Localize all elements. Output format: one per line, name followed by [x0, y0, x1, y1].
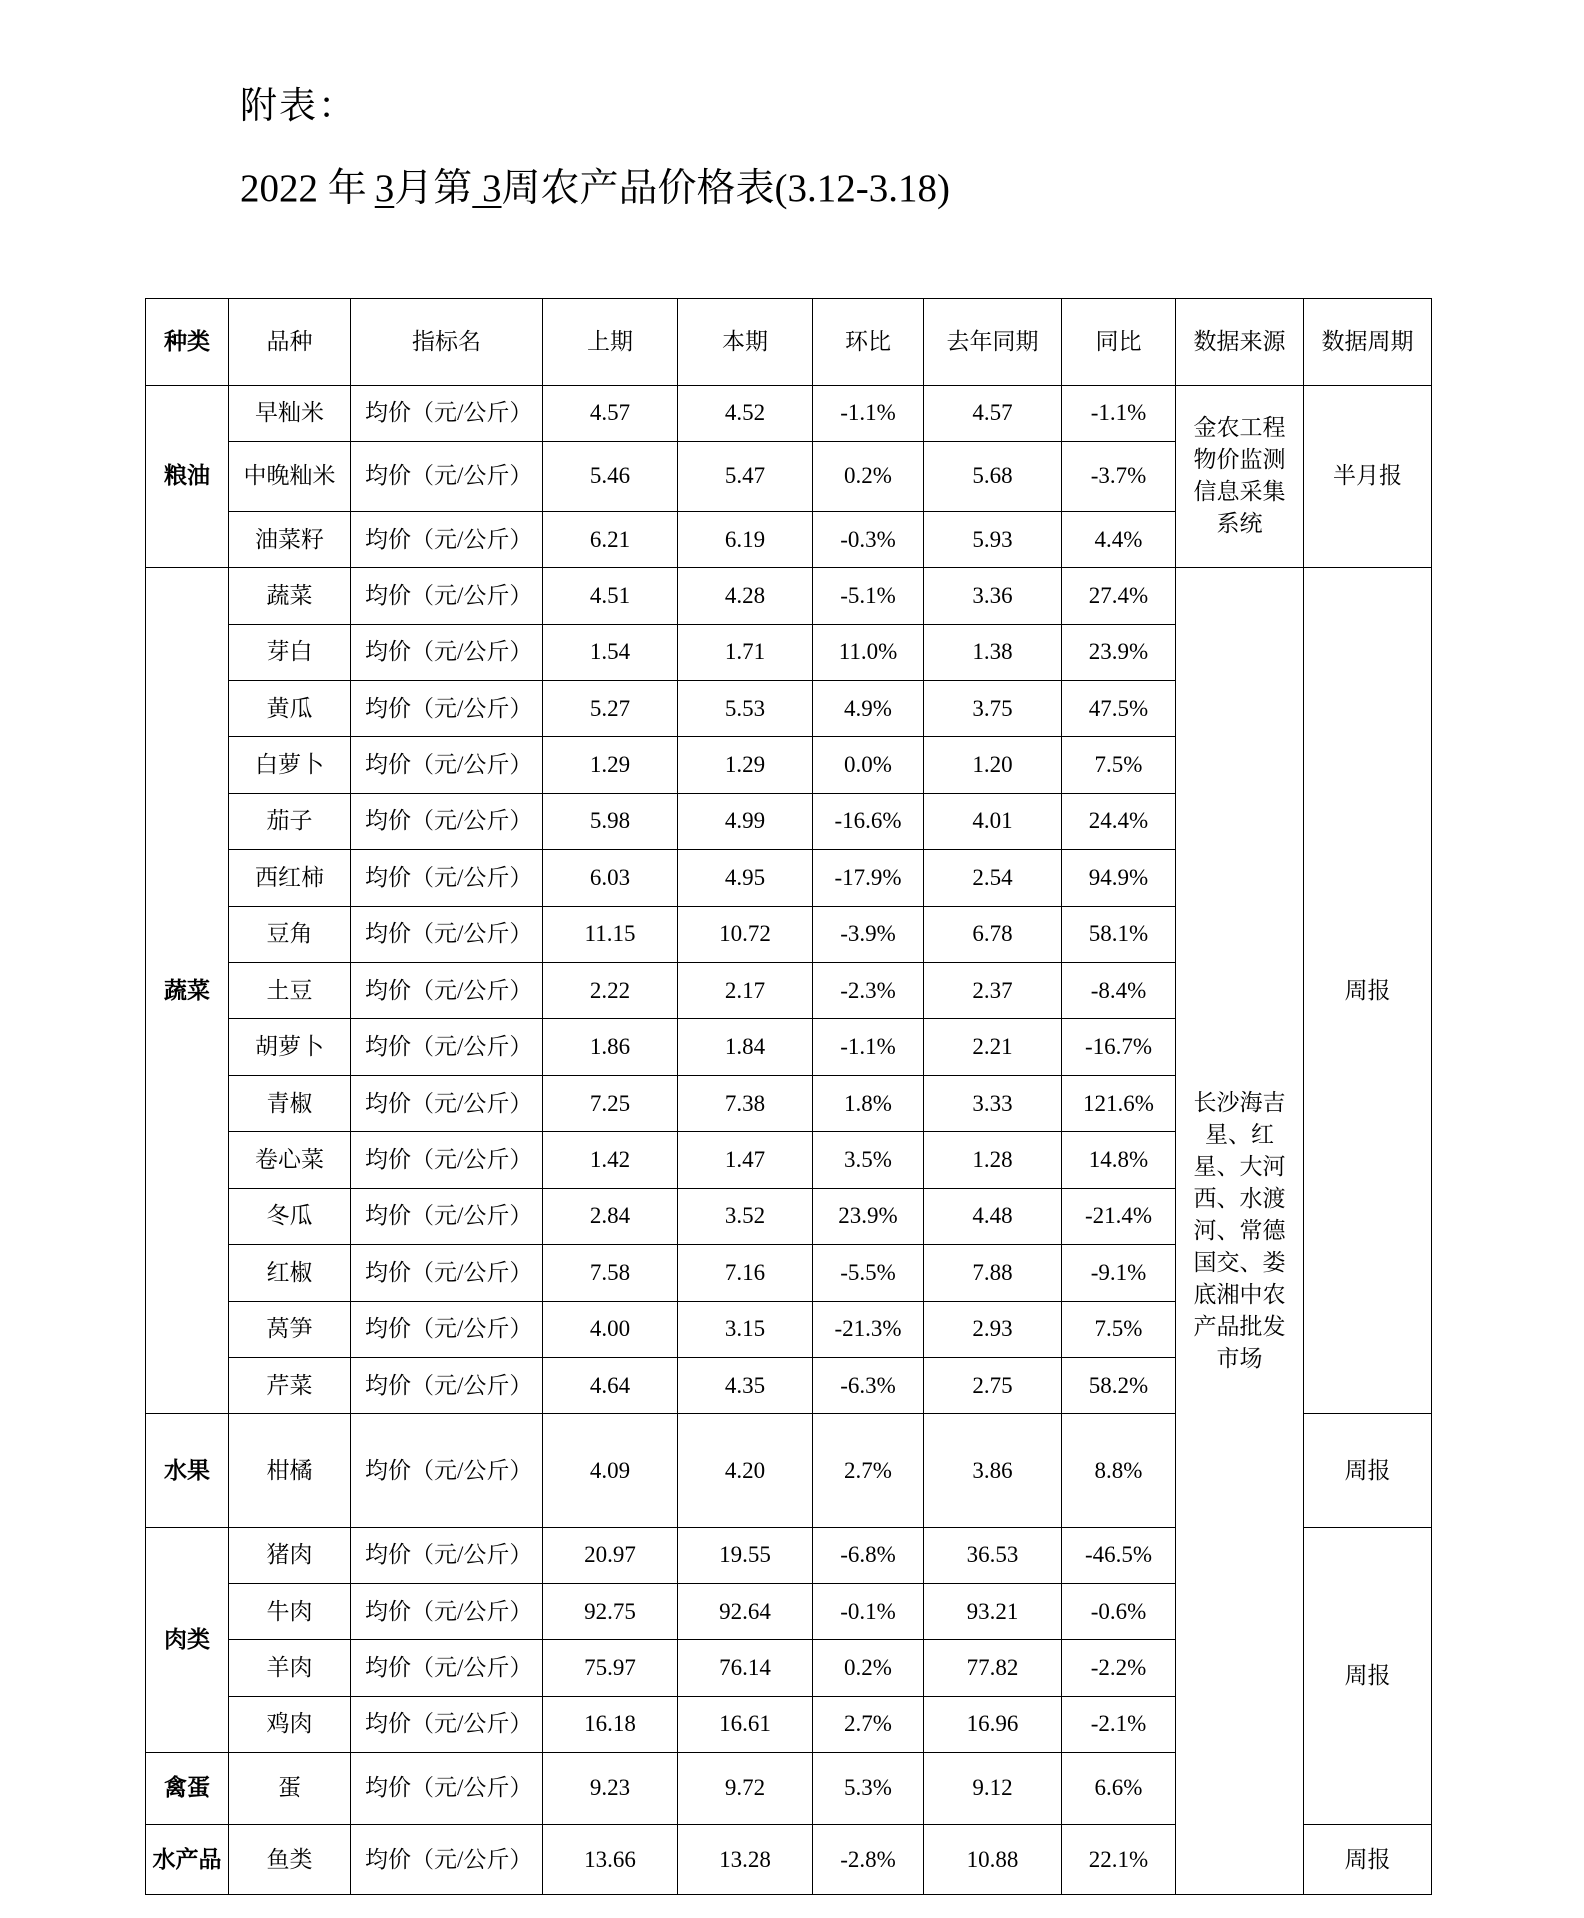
cell-indicator: 均价（元/公斤）: [351, 850, 543, 906]
cell-last-year: 3.36: [924, 568, 1062, 624]
cell-mom: -0.1%: [813, 1584, 924, 1640]
cell-category: 粮油: [146, 385, 229, 568]
cell-indicator: 均价（元/公斤）: [351, 1824, 543, 1895]
cell-last-year: 4.57: [924, 385, 1062, 441]
cell-indicator: 均价（元/公斤）: [351, 568, 543, 624]
cell-mom: 0.2%: [813, 1640, 924, 1696]
cell-current: 4.95: [678, 850, 813, 906]
cell-previous: 4.00: [543, 1301, 678, 1357]
cell-last-year: 36.53: [924, 1527, 1062, 1583]
cell-mom: -6.8%: [813, 1527, 924, 1583]
cell-period: 周报: [1304, 1527, 1432, 1824]
cell-indicator: 均价（元/公斤）: [351, 1188, 543, 1244]
cell-yoy: -3.7%: [1062, 441, 1176, 512]
cell-current: 7.16: [678, 1245, 813, 1301]
cell-mom: -5.1%: [813, 568, 924, 624]
cell-indicator: 均价（元/公斤）: [351, 1640, 543, 1696]
cell-mom: 1.8%: [813, 1075, 924, 1131]
cell-current: 2.17: [678, 963, 813, 1019]
cell-variety: 冬瓜: [229, 1188, 351, 1244]
cell-current: 10.72: [678, 906, 813, 962]
cell-last-year: 1.38: [924, 624, 1062, 680]
cell-mom: -21.3%: [813, 1301, 924, 1357]
cell-previous: 7.58: [543, 1245, 678, 1301]
title-month-number: 3: [374, 167, 395, 210]
cell-yoy: 4.4%: [1062, 512, 1176, 568]
cell-yoy: 6.6%: [1062, 1752, 1176, 1824]
cell-indicator: 均价（元/公斤）: [351, 1132, 543, 1188]
cell-indicator: 均价（元/公斤）: [351, 1245, 543, 1301]
cell-variety: 豆角: [229, 906, 351, 962]
cell-current: 1.71: [678, 624, 813, 680]
cell-variety: 早籼米: [229, 385, 351, 441]
cell-indicator: 均价（元/公斤）: [351, 1414, 543, 1527]
cell-category: 肉类: [146, 1527, 229, 1752]
cell-indicator: 均价（元/公斤）: [351, 1075, 543, 1131]
cell-previous: 4.57: [543, 385, 678, 441]
cell-variety: 柑橘: [229, 1414, 351, 1527]
cell-indicator: 均价（元/公斤）: [351, 1527, 543, 1583]
cell-category: 水产品: [146, 1824, 229, 1895]
cell-mom: 4.9%: [813, 680, 924, 736]
cell-last-year: 93.21: [924, 1584, 1062, 1640]
cell-mom: 11.0%: [813, 624, 924, 680]
cell-previous: 6.21: [543, 512, 678, 568]
cell-last-year: 3.75: [924, 680, 1062, 736]
cell-variety: 黄瓜: [229, 680, 351, 736]
cell-mom: 3.5%: [813, 1132, 924, 1188]
cell-yoy: -2.1%: [1062, 1696, 1176, 1752]
table-header-row: [146, 299, 1432, 386]
cell-variety: 白萝卜: [229, 737, 351, 793]
cell-previous: 4.64: [543, 1358, 678, 1414]
cell-previous: 5.27: [543, 680, 678, 736]
header-last-year: 去年同期: [924, 299, 1062, 386]
cell-variety: 鱼类: [229, 1824, 351, 1895]
cell-indicator: 均价（元/公斤）: [351, 385, 543, 441]
cell-last-year: 7.88: [924, 1245, 1062, 1301]
cell-period: 周报: [1304, 1414, 1432, 1527]
cell-yoy: -0.6%: [1062, 1584, 1176, 1640]
cell-previous: 13.66: [543, 1824, 678, 1895]
header-previous: 上期: [543, 299, 678, 386]
cell-previous: 9.23: [543, 1752, 678, 1824]
cell-previous: 11.15: [543, 906, 678, 962]
cell-yoy: -21.4%: [1062, 1188, 1176, 1244]
cell-current: 4.99: [678, 793, 813, 849]
cell-current: 1.47: [678, 1132, 813, 1188]
cell-indicator: 均价（元/公斤）: [351, 1301, 543, 1357]
cell-yoy: 24.4%: [1062, 793, 1176, 849]
cell-variety: 蛋: [229, 1752, 351, 1824]
cell-mom: -0.3%: [813, 512, 924, 568]
cell-current: 3.15: [678, 1301, 813, 1357]
cell-mom: 5.3%: [813, 1752, 924, 1824]
cell-indicator: 均价（元/公斤）: [351, 680, 543, 736]
cell-mom: -16.6%: [813, 793, 924, 849]
header-indicator: 指标名: [351, 299, 543, 386]
cell-last-year: 3.86: [924, 1414, 1062, 1527]
cell-last-year: 2.37: [924, 963, 1062, 1019]
cell-variety: 中晚籼米: [229, 441, 351, 512]
cell-variety: 胡萝卜: [229, 1019, 351, 1075]
cell-yoy: 22.1%: [1062, 1824, 1176, 1895]
cell-mom: 0.2%: [813, 441, 924, 512]
cell-current: 3.52: [678, 1188, 813, 1244]
cell-current: 7.38: [678, 1075, 813, 1131]
cell-variety: 猪肉: [229, 1527, 351, 1583]
cell-period: 周报: [1304, 1824, 1432, 1895]
cell-yoy: 7.5%: [1062, 737, 1176, 793]
cell-mom: -17.9%: [813, 850, 924, 906]
header-current: 本期: [678, 299, 813, 386]
cell-source: 金农工程物价监测信息采集系统: [1176, 385, 1304, 568]
cell-current: 1.29: [678, 737, 813, 793]
cell-mom: -2.8%: [813, 1824, 924, 1895]
cell-variety: 红椒: [229, 1245, 351, 1301]
cell-variety: 土豆: [229, 963, 351, 1019]
cell-yoy: -16.7%: [1062, 1019, 1176, 1075]
cell-indicator: 均价（元/公斤）: [351, 737, 543, 793]
cell-indicator: 均价（元/公斤）: [351, 1752, 543, 1824]
title-table-name: 周农产品价格表(3.12-3.18): [501, 167, 950, 210]
header-source: 数据来源: [1176, 299, 1304, 386]
cell-variety: 莴笋: [229, 1301, 351, 1357]
cell-variety: 茄子: [229, 793, 351, 849]
cell-previous: 1.29: [543, 737, 678, 793]
cell-previous: 4.51: [543, 568, 678, 624]
cell-previous: 20.97: [543, 1527, 678, 1583]
cell-variety: 鸡肉: [229, 1696, 351, 1752]
cell-yoy: 47.5%: [1062, 680, 1176, 736]
cell-last-year: 3.33: [924, 1075, 1062, 1131]
cell-yoy: -46.5%: [1062, 1527, 1176, 1583]
cell-indicator: 均价（元/公斤）: [351, 441, 543, 512]
cell-previous: 2.22: [543, 963, 678, 1019]
cell-category: 水果: [146, 1414, 229, 1527]
cell-period: 半月报: [1304, 385, 1432, 568]
cell-mom: 0.0%: [813, 737, 924, 793]
cell-variety: 芹菜: [229, 1358, 351, 1414]
cell-indicator: 均价（元/公斤）: [351, 1019, 543, 1075]
cell-last-year: 5.68: [924, 441, 1062, 512]
cell-last-year: 2.75: [924, 1358, 1062, 1414]
cell-last-year: 6.78: [924, 906, 1062, 962]
cell-period: 周报: [1304, 568, 1432, 1414]
cell-previous: 2.84: [543, 1188, 678, 1244]
cell-current: 4.52: [678, 385, 813, 441]
cell-source: 长沙海吉星、红星、大河西、水渡河、常德国交、娄底湘中农产品批发市场: [1176, 568, 1304, 1895]
cell-previous: 1.54: [543, 624, 678, 680]
cell-previous: 92.75: [543, 1584, 678, 1640]
attachment-label: 附表：: [240, 86, 357, 127]
price-table: [145, 298, 1432, 1895]
cell-variety: 油菜籽: [229, 512, 351, 568]
cell-previous: 1.42: [543, 1132, 678, 1188]
cell-previous: 75.97: [543, 1640, 678, 1696]
cell-last-year: 4.01: [924, 793, 1062, 849]
cell-previous: 6.03: [543, 850, 678, 906]
header-yoy: 同比: [1062, 299, 1176, 386]
cell-yoy: -1.1%: [1062, 385, 1176, 441]
cell-last-year: 16.96: [924, 1696, 1062, 1752]
cell-yoy: 58.1%: [1062, 906, 1176, 962]
cell-current: 4.35: [678, 1358, 813, 1414]
cell-previous: 4.09: [543, 1414, 678, 1527]
table-row: [146, 385, 1432, 441]
cell-last-year: 77.82: [924, 1640, 1062, 1696]
cell-yoy: -8.4%: [1062, 963, 1176, 1019]
cell-variety: 芽白: [229, 624, 351, 680]
title-month-week-text: 月第: [394, 167, 473, 210]
cell-yoy: 8.8%: [1062, 1414, 1176, 1527]
cell-current: 76.14: [678, 1640, 813, 1696]
cell-variety: 西红柿: [229, 850, 351, 906]
cell-last-year: 1.20: [924, 737, 1062, 793]
header-category: 种类: [146, 299, 229, 386]
cell-last-year: 2.21: [924, 1019, 1062, 1075]
cell-yoy: -2.2%: [1062, 1640, 1176, 1696]
cell-indicator: 均价（元/公斤）: [351, 963, 543, 1019]
cell-indicator: 均价（元/公斤）: [351, 624, 543, 680]
cell-indicator: 均价（元/公斤）: [351, 793, 543, 849]
cell-yoy: 7.5%: [1062, 1301, 1176, 1357]
table-body: [146, 385, 1432, 1895]
cell-mom: -1.1%: [813, 385, 924, 441]
cell-indicator: 均价（元/公斤）: [351, 1696, 543, 1752]
cell-indicator: 均价（元/公斤）: [351, 1584, 543, 1640]
cell-variety: 羊肉: [229, 1640, 351, 1696]
cell-category: 蔬菜: [146, 568, 229, 1414]
cell-yoy: 27.4%: [1062, 568, 1176, 624]
page-title: [240, 164, 950, 214]
cell-last-year: 9.12: [924, 1752, 1062, 1824]
title-week-number: 3: [472, 167, 502, 210]
cell-last-year: 2.54: [924, 850, 1062, 906]
cell-current: 13.28: [678, 1824, 813, 1895]
cell-current: 9.72: [678, 1752, 813, 1824]
cell-mom: -6.3%: [813, 1358, 924, 1414]
cell-yoy: 121.6%: [1062, 1075, 1176, 1131]
cell-yoy: 14.8%: [1062, 1132, 1176, 1188]
cell-mom: -5.5%: [813, 1245, 924, 1301]
cell-yoy: 94.9%: [1062, 850, 1176, 906]
cell-last-year: 1.28: [924, 1132, 1062, 1188]
title-year: 2022 年: [240, 167, 367, 210]
cell-previous: 5.46: [543, 441, 678, 512]
cell-previous: 1.86: [543, 1019, 678, 1075]
cell-variety: 青椒: [229, 1075, 351, 1131]
cell-current: 16.61: [678, 1696, 813, 1752]
cell-indicator: 均价（元/公斤）: [351, 512, 543, 568]
cell-mom: -3.9%: [813, 906, 924, 962]
cell-previous: 16.18: [543, 1696, 678, 1752]
cell-current: 92.64: [678, 1584, 813, 1640]
cell-current: 1.84: [678, 1019, 813, 1075]
cell-category: 禽蛋: [146, 1752, 229, 1824]
cell-mom: 2.7%: [813, 1696, 924, 1752]
cell-indicator: 均价（元/公斤）: [351, 906, 543, 962]
cell-yoy: 58.2%: [1062, 1358, 1176, 1414]
cell-last-year: 2.93: [924, 1301, 1062, 1357]
cell-variety: 牛肉: [229, 1584, 351, 1640]
cell-indicator: 均价（元/公斤）: [351, 1358, 543, 1414]
cell-mom: 2.7%: [813, 1414, 924, 1527]
cell-previous: 7.25: [543, 1075, 678, 1131]
cell-yoy: -9.1%: [1062, 1245, 1176, 1301]
cell-last-year: 4.48: [924, 1188, 1062, 1244]
cell-mom: -1.1%: [813, 1019, 924, 1075]
cell-current: 4.28: [678, 568, 813, 624]
header-variety: 品种: [229, 299, 351, 386]
cell-current: 5.47: [678, 441, 813, 512]
header-mom: 环比: [813, 299, 924, 386]
cell-last-year: 10.88: [924, 1824, 1062, 1895]
cell-mom: 23.9%: [813, 1188, 924, 1244]
cell-variety: 卷心菜: [229, 1132, 351, 1188]
cell-current: 6.19: [678, 512, 813, 568]
cell-last-year: 5.93: [924, 512, 1062, 568]
cell-current: 19.55: [678, 1527, 813, 1583]
cell-current: 5.53: [678, 680, 813, 736]
cell-yoy: 23.9%: [1062, 624, 1176, 680]
cell-mom: -2.3%: [813, 963, 924, 1019]
header-period: 数据周期: [1304, 299, 1432, 386]
table-row: [146, 568, 1432, 624]
cell-current: 4.20: [678, 1414, 813, 1527]
cell-previous: 5.98: [543, 793, 678, 849]
cell-variety: 蔬菜: [229, 568, 351, 624]
